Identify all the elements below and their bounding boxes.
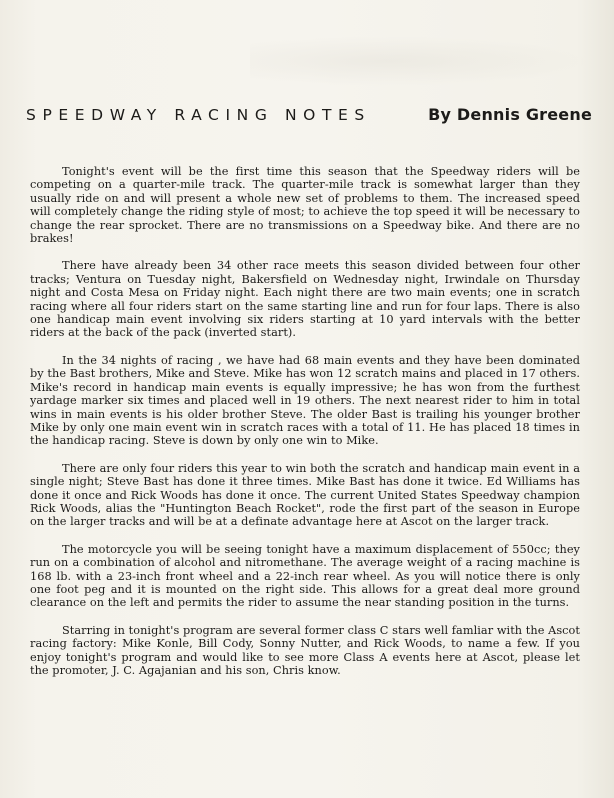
paragraph: In the 34 nights of racing , we have had 68 main events and they have been dominated by the Bast brothers, Mike and Steve. Mike has won 12 scratch mains and placed in 17 others. Mike's record in handicap main events is equally impressive; he has won from the furthest yardage marker six times and placed well in 19 others. The next nearest rider to him in total wins in main events is his older brother Steve. The older Bast is trailing his younger brother Mike by only one main event win in scratch races with a total of 11. He has placed 18 times in the handicap racing. Steve is down by only one win to Mike. <box>30 353 580 448</box>
paragraph: Tonight's event will be the first time this season that the Speedway riders will be competing on a quarter-mile track. The quarter-mile track is somewhat larger than they usually ride on and will present a whole new set of problems to them. The increased speed will completely change the riding style of most; to achieve the top speed it will be necessary to change the rear sprocket. There are no transmissions on a Speedway bike. And there are no brakes! <box>30 165 580 246</box>
paragraph: The motorcycle you will be seeing tonight have a maximum displacement of 550cc; they run on a combination of alcohol and nitromethane. The average weight of a racing machine is 168 lb. with a 23-inch front wheel and a 22-inch rear wheel. As you will notice there is only one foot peg and it is mounted on the right side. This allows for a great deal more ground clearance on the left and permits the rider to assume the near standing position in the turns. <box>30 542 580 610</box>
article-body <box>30 165 580 691</box>
paragraph: Starring in tonight's program are several former class C stars well famliar with the Ascot racing factory: Mike Konle, Bill Cody, Sonny Nutter, and Rick Woods, to name a few. If you enjoy tonight's program and would like to see more Class A events here at Ascot, please let the promoter, J. C. Agajanian and his son, Chris know. <box>30 623 580 677</box>
paragraph: There have already been 34 other race meets this season divided between four other tracks; Ventura on Tuesday night, Bakersfield on Wednesday night, Irwindale on Thursday night and Costa Mesa on Friday night. Each night there are two main events; one in scratch racing where all four riders start on the same starting line and run for four laps. There is also one handicap main event involving six riders starting at 10 yard intervals with the better riders at the back of the pack (inverted start). <box>30 259 580 340</box>
show-through-bleed <box>250 36 590 86</box>
article-title: SPEEDWAY RACING NOTES <box>26 106 371 124</box>
article-byline: By Dennis Greene <box>428 105 592 124</box>
article-header <box>26 104 592 134</box>
paragraph: There are only four riders this year to win both the scratch and handicap main event in a single night; Steve Bast has done it three times. Mike Bast has done it twice. Ed Williams has done it once and Rick Woods has done it once. The current United States Speedway champion Rick Woods, alias the "Huntington Beach Rocket", rode the first part of the season in Europe on the larger tracks and will be at a definate advantage here at Ascot on the larger track. <box>30 461 580 529</box>
